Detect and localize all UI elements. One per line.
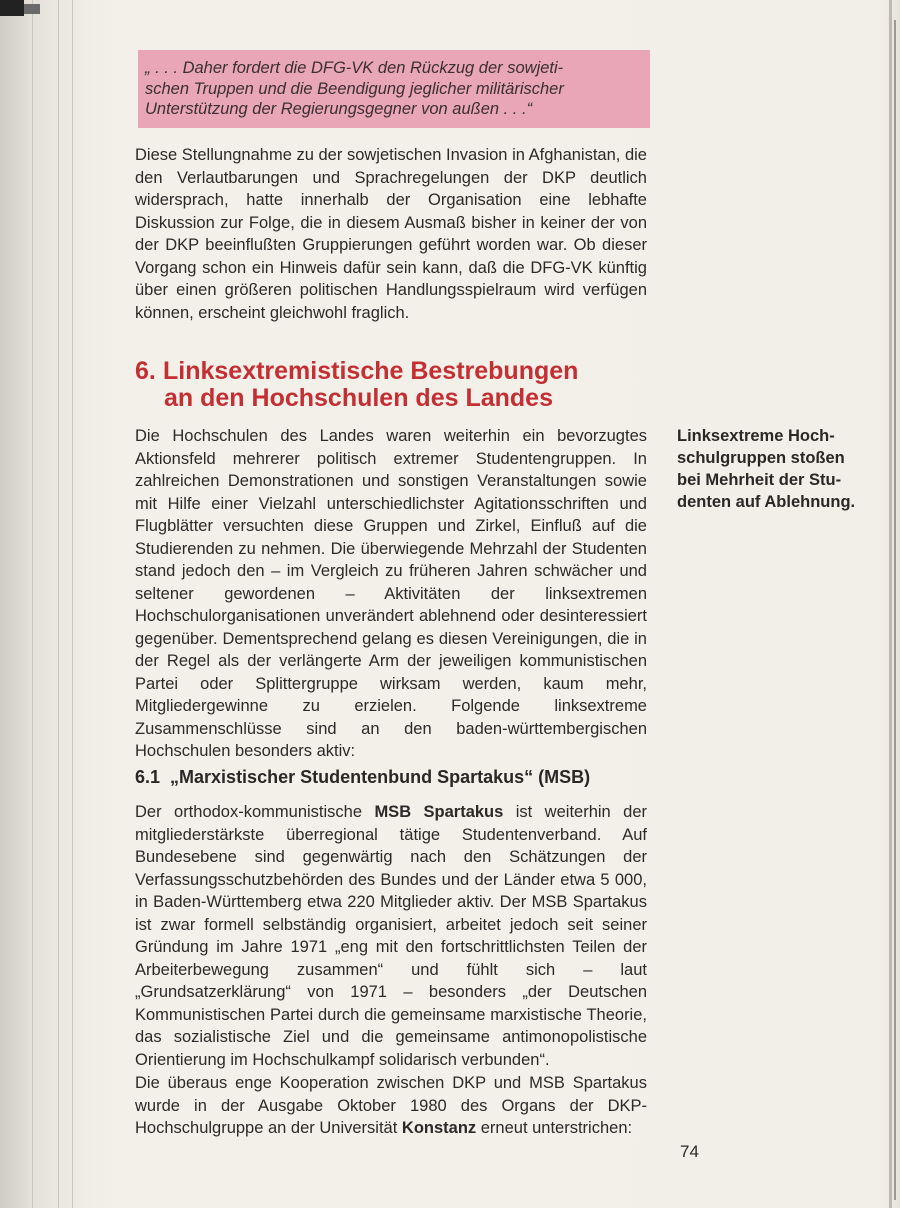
section-heading — [135, 358, 655, 412]
quote-text: „ . . . Daher fordert die DFG-VK den Rückzug der sowjeti- schen Truppen und die Beendigung jeglicher militärischer Unterstützung der Regierungsgegner von außen . . .“ — [145, 59, 564, 118]
subsection-heading — [135, 766, 655, 788]
paragraph — [135, 1072, 647, 1140]
paragraph — [135, 801, 647, 1071]
binding-line — [58, 0, 59, 1208]
scan-corner-mark — [0, 0, 24, 16]
section-number: 6. — [135, 357, 156, 385]
binding-line — [32, 0, 33, 1208]
section-title-line1: Linksextremistische Bestrebungen — [163, 357, 579, 385]
binding-line — [72, 0, 73, 1208]
page-number: 74 — [680, 1142, 699, 1161]
book-binding-shadow — [0, 0, 86, 1208]
scan-corner-mark — [24, 4, 40, 14]
subsection-title: „Marxistischer Studentenbund Spartakus“ (MSB) — [170, 767, 591, 787]
paragraph: Diese Stellungnahme zu der sowjetischen Invasion in Afghanistan, die den Verlautbarungen und Sprachregelungen der DKP deutlich widersprach, hatte innerhalb der Organisation eine lebhafte Diskussion zur Folge, die in diesem Ausmaß bisher in keiner der von der DKP beeinflußten Gruppierungen geführt worden war. Ob dieser Vorgang schon ein Hinweis dafür sein kann, daß die DFG-VK künftig über einen größeren politischen Handlungsspielraum wird verfügen können, erscheint gleichwohl fraglich. — [135, 146, 647, 322]
paragraph-text: Der orthodox-kommunistische — [135, 803, 375, 821]
page-edge — [894, 20, 896, 1200]
subsection-number: 6.1 — [135, 767, 161, 787]
margin-note: Linksextreme Hoch- schulgruppen stoßen bei Mehrheit der Stu- denten auf Ablehnung. — [677, 427, 856, 511]
bold-term: MSB Spartakus — [374, 803, 504, 821]
section-title-line2: an den Hochschulen des Landes — [164, 384, 553, 412]
bold-term: Konstanz — [401, 1119, 477, 1137]
paragraph-text: erneut unterstrichen: — [476, 1119, 633, 1137]
paragraph: Die Hochschulen des Landes waren weiterhin ein bevorzugtes Aktionsfeld mehrerer politisch extremer Studentengruppen. In zahlreichen Demonstrationen und sonstigen Veranstaltungen sowie mit Hilfe einer Vielzahl unterschiedlichster Agitationsschriften und Flugblätter versuchten diese Gruppen und Zirkel, Einfluß auf die Studierenden zu nehmen. Die überwiegende Mehrzahl der Studenten stand jedoch den – im Vergleich zu früheren Jahren schwächer und seltener gewordenen – Aktivitäten der linksextremen Hochschulorganisationen unverändert ablehnend oder desinteressiert gegenüber. Dementsprechend gelang es diesen Vereinigungen, die in der Regel als der verlängerte Arm der jeweiligen kommunistischen Partei oder Splittergruppe wirksam werden, kaum mehr, Mitgliedergewinne zu erzielen. Folgende linksextreme Zusammenschlüsse sind an den baden-württembergischen Hochschulen besonders aktiv: — [135, 427, 647, 760]
paragraph-text: ist weiterhin der mitgliederstärkste überregional tätige Studentenverband. Auf Bundesebene sind gegenwärtig nach den Schätzungen der Verfassungsschutzbehörden des Bundes und der Länder etwa 5 000, in Baden-Württemberg etwa 220 Mitglieder aktiv. Der MSB Spartakus ist zwar formell selbständig organisiert, arbeitet jedoch seit seiner Gründung im Jahre 1971 „eng mit den fortschrittlichsten Teilen der Arbeiterbewegung zusammen“ und fühlt sich – laut „Grundsatzerklärung“ von 1971 – besonders „der Deutschen Kommunistischen Partei durch die gemeinsame marxistische Theorie, das sozialistische Ziel und die gemeinsame antimonopolistische Orientierung im Hochschulkampf solidarisch verbunden“. — [135, 803, 647, 1069]
page-edge — [889, 0, 892, 1208]
paragraph-text: Die überaus enge Kooperation zwischen DKP und MSB Spartakus wurde in der Ausgabe Oktober 1980 des Organs der DKP-Hochschulgruppe an der Universität — [135, 1074, 647, 1137]
